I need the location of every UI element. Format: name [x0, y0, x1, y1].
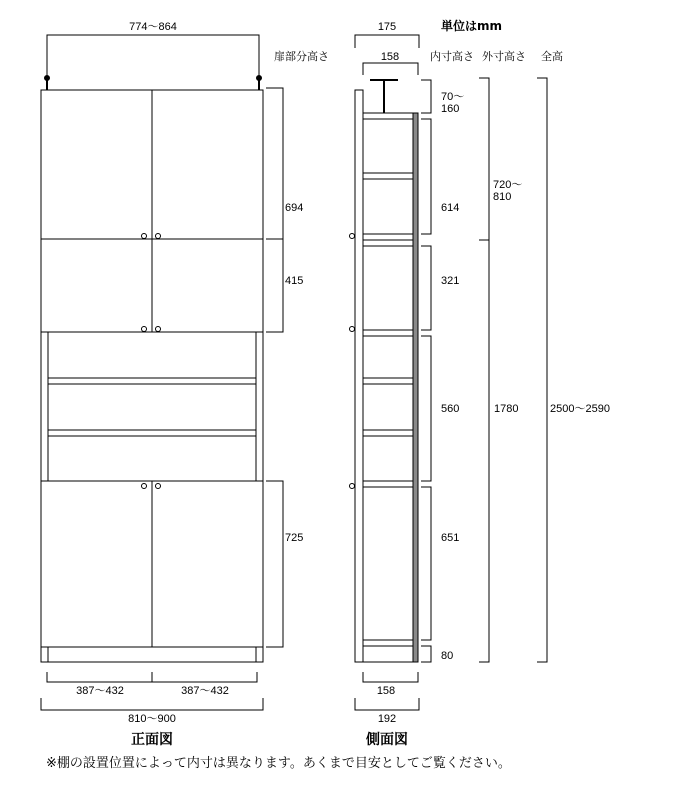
unit-label: 単位はmm	[441, 19, 503, 33]
side-bottom-inner-depth-bracket	[363, 672, 418, 682]
door-upper-value: 694	[285, 202, 304, 214]
col-inner-label: 内寸高さ	[430, 50, 474, 63]
overall-width-value: 810～900	[128, 713, 176, 725]
col-total-label: 全高	[541, 50, 563, 63]
side-knob-3	[350, 484, 355, 489]
side-bottom-depth-value: 192	[377, 713, 397, 725]
inner-height-bracket-2	[421, 246, 431, 330]
inner-1-value: 614	[441, 202, 460, 214]
side-back-panel	[413, 113, 418, 662]
side-knob-2	[350, 327, 355, 332]
outer-lower-value: 1780	[494, 403, 519, 415]
front-view-title: 正面図	[131, 732, 173, 748]
front-top-width-value: 774～864	[129, 21, 177, 33]
front-pole-left-knob	[45, 76, 50, 81]
side-view	[350, 35, 548, 710]
outer-height-bracket-upper	[479, 78, 489, 240]
front-top-width-bracket	[47, 35, 259, 80]
footnote: ※棚の設置位置によって内寸は異なります。あくまで目安としてご覧ください。	[46, 756, 511, 771]
side-bottom-depth-bracket	[355, 698, 419, 710]
side-front-panel	[355, 90, 363, 662]
front-base	[41, 647, 263, 662]
lower-door-knob-right	[156, 484, 161, 489]
side-top-depth-bracket	[355, 35, 419, 48]
lower-door-knob-left	[142, 484, 147, 489]
total-height-bracket	[537, 78, 547, 662]
outer-upper-value: 720～ 810	[493, 179, 523, 203]
overall-width-bracket	[41, 698, 263, 710]
side-top-inner-depth-bracket	[363, 63, 418, 75]
door-height-bracket-lower	[266, 481, 283, 647]
side-top-inner-depth-value: 158	[380, 51, 400, 63]
inner-3-value: 560	[441, 403, 460, 415]
side-bottom-inner-depth-value: 158	[376, 685, 396, 697]
door-width-left-value: 387～432	[76, 685, 124, 697]
upper-door-knob-left	[142, 234, 147, 239]
inner-base-value: 80	[441, 650, 454, 662]
open-shelf-board-1	[48, 378, 256, 384]
door-width-right-value: 387～432	[181, 685, 229, 697]
side-knob-1	[350, 234, 355, 239]
door-height-bracket-upper	[266, 88, 283, 239]
inner-height-bracket-4	[421, 487, 431, 640]
door-width-bracket-left	[47, 672, 152, 682]
door-height-bracket-middle	[266, 239, 283, 332]
inner-top-value: 70～ 160	[441, 91, 465, 115]
door-middle-value: 415	[285, 275, 304, 287]
open-shelf-section	[41, 332, 263, 481]
col-door-split-label: 扉部分高さ	[274, 50, 329, 63]
door-width-bracket-right	[152, 672, 257, 682]
inner-2-value: 321	[441, 275, 460, 287]
side-shelves	[363, 113, 413, 646]
inner-height-bracket-1	[421, 119, 431, 234]
front-view	[41, 35, 283, 710]
middle-door-knob-right	[156, 327, 161, 332]
inner-4-value: 651	[441, 532, 460, 544]
total-height-value: 2500～2590	[550, 403, 610, 415]
front-pole-right-knob	[257, 76, 262, 81]
inner-height-bracket-top	[421, 80, 431, 113]
outer-height-bracket-lower	[479, 240, 489, 662]
side-view-title: 側面図	[366, 732, 408, 748]
door-lower-value: 725	[285, 532, 304, 544]
open-shelf-board-2	[48, 430, 256, 436]
upper-door-knob-right	[156, 234, 161, 239]
side-body	[363, 113, 417, 662]
col-outer-label: 外寸高さ	[482, 50, 526, 63]
inner-height-bracket-3	[421, 336, 431, 481]
inner-height-bracket-base	[421, 646, 431, 662]
middle-door-knob-left	[142, 327, 147, 332]
side-top-depth-value: 175	[377, 21, 397, 33]
